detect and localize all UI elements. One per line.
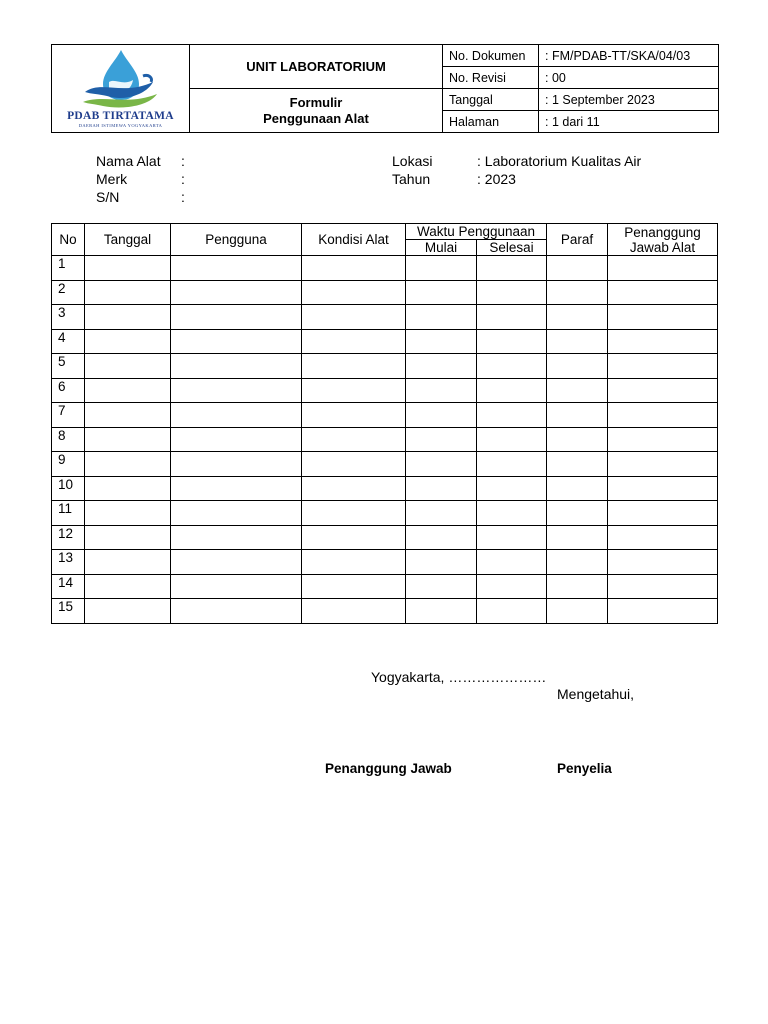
pengguna-cell[interactable] — [171, 574, 302, 599]
tanggal-cell[interactable] — [85, 403, 171, 428]
document-header — [51, 44, 719, 133]
paraf-cell[interactable] — [547, 403, 608, 428]
mulai-cell[interactable] — [406, 574, 477, 599]
selesai-cell[interactable] — [477, 550, 547, 575]
penanggung-jawab-cell[interactable] — [608, 501, 718, 526]
paraf-cell[interactable] — [547, 550, 608, 575]
meta-value: : FM/PDAB-TT/SKA/04/03 — [539, 45, 719, 67]
paraf-cell[interactable] — [547, 501, 608, 526]
mulai-cell[interactable] — [406, 452, 477, 477]
sn-colon: : — [181, 189, 185, 205]
paraf-cell[interactable] — [547, 280, 608, 305]
penanggung-jawab-cell[interactable] — [608, 525, 718, 550]
pengguna-cell[interactable] — [171, 305, 302, 330]
selesai-cell[interactable] — [477, 525, 547, 550]
paraf-cell[interactable] — [547, 476, 608, 501]
table-row — [52, 403, 718, 428]
table-row — [52, 599, 718, 624]
mulai-cell[interactable] — [406, 329, 477, 354]
penanggung-jawab-cell[interactable] — [608, 476, 718, 501]
selesai-cell[interactable] — [477, 378, 547, 403]
row-number: 7 — [52, 403, 85, 428]
table-row — [52, 305, 718, 330]
kondisi-cell[interactable] — [302, 476, 406, 501]
water-drop-wave-icon — [53, 46, 189, 110]
logo-tagline: DAERAH ISTIMEWA YOGYAKARTA — [78, 122, 163, 128]
tanggal-cell[interactable] — [85, 501, 171, 526]
pengguna-cell[interactable] — [171, 329, 302, 354]
meta-value: : 1 dari 11 — [539, 111, 719, 133]
mulai-cell[interactable] — [406, 525, 477, 550]
table-row — [52, 427, 718, 452]
table-row — [52, 329, 718, 354]
pengguna-cell[interactable] — [171, 280, 302, 305]
penanggung-jawab-cell[interactable] — [608, 354, 718, 379]
pengguna-cell[interactable] — [171, 354, 302, 379]
row-number: 8 — [52, 427, 85, 452]
mulai-cell[interactable] — [406, 427, 477, 452]
penanggung-jawab-cell[interactable] — [608, 452, 718, 477]
mulai-cell[interactable] — [406, 403, 477, 428]
table-row — [52, 501, 718, 526]
paraf-cell[interactable] — [547, 452, 608, 477]
selesai-cell[interactable] — [477, 476, 547, 501]
selesai-cell[interactable] — [477, 427, 547, 452]
paraf-cell[interactable] — [547, 305, 608, 330]
col-header-kondisi: Kondisi Alat — [302, 224, 406, 256]
table-row — [52, 280, 718, 305]
meta-value: : 1 September 2023 — [539, 89, 719, 111]
signature-penyelia: Penyelia — [557, 761, 612, 776]
tanggal-cell[interactable] — [85, 280, 171, 305]
row-number: 13 — [52, 550, 85, 575]
kondisi-cell[interactable] — [302, 525, 406, 550]
table-row — [52, 354, 718, 379]
kondisi-cell[interactable] — [302, 501, 406, 526]
paraf-cell[interactable] — [547, 525, 608, 550]
mulai-cell[interactable] — [406, 256, 477, 281]
penanggung-jawab-cell[interactable] — [608, 378, 718, 403]
form-title — [190, 89, 443, 133]
col-header-paraf: Paraf — [547, 224, 608, 256]
kondisi-cell[interactable] — [302, 574, 406, 599]
col-header-selesai: Selesai — [477, 240, 547, 256]
kondisi-cell[interactable] — [302, 599, 406, 624]
kondisi-cell[interactable] — [302, 427, 406, 452]
row-number: 1 — [52, 256, 85, 281]
pengguna-cell[interactable] — [171, 403, 302, 428]
col-header-penanggung-jawab — [608, 224, 718, 256]
selesai-cell[interactable] — [477, 599, 547, 624]
selesai-cell[interactable] — [477, 403, 547, 428]
lokasi-value: : Laboratorium Kualitas Air — [477, 153, 642, 169]
table-row — [52, 476, 718, 501]
selesai-cell[interactable] — [477, 280, 547, 305]
pengguna-cell[interactable] — [171, 427, 302, 452]
pengguna-cell[interactable] — [171, 525, 302, 550]
penanggung-jawab-cell[interactable] — [608, 403, 718, 428]
logo-cell — [52, 45, 190, 133]
row-number: 6 — [52, 378, 85, 403]
table-row — [52, 256, 718, 281]
paraf-cell[interactable] — [547, 574, 608, 599]
mulai-cell[interactable] — [406, 280, 477, 305]
paraf-cell[interactable] — [547, 427, 608, 452]
pj-line2: Jawab Alat — [629, 239, 696, 255]
kondisi-cell[interactable] — [302, 403, 406, 428]
table-row — [52, 574, 718, 599]
kondisi-cell[interactable] — [302, 550, 406, 575]
tanggal-cell[interactable] — [85, 476, 171, 501]
mulai-cell[interactable] — [406, 599, 477, 624]
unit-title: UNIT LABORATORIUM — [190, 45, 443, 89]
pengguna-cell[interactable] — [171, 452, 302, 477]
tanggal-cell[interactable] — [85, 378, 171, 403]
tanggal-cell[interactable] — [85, 452, 171, 477]
tanggal-cell[interactable] — [85, 574, 171, 599]
kondisi-cell[interactable] — [302, 305, 406, 330]
row-number: 15 — [52, 599, 85, 624]
kondisi-cell[interactable] — [302, 452, 406, 477]
mulai-cell[interactable] — [406, 354, 477, 379]
penanggung-jawab-cell[interactable] — [608, 599, 718, 624]
row-number: 4 — [52, 329, 85, 354]
kondisi-cell[interactable] — [302, 329, 406, 354]
usage-log-table — [51, 223, 718, 624]
row-number: 9 — [52, 452, 85, 477]
pdab-tirtatama-logo — [53, 46, 189, 132]
penanggung-jawab-cell[interactable] — [608, 550, 718, 575]
mulai-cell[interactable] — [406, 378, 477, 403]
tanggal-cell[interactable] — [85, 329, 171, 354]
table-row — [52, 452, 718, 477]
pengguna-cell[interactable] — [171, 378, 302, 403]
merk-colon: : — [181, 171, 185, 187]
row-number: 3 — [52, 305, 85, 330]
col-header-mulai: Mulai — [406, 240, 477, 256]
row-number: 11 — [52, 501, 85, 526]
penanggung-jawab-cell[interactable] — [608, 280, 718, 305]
tanggal-cell[interactable] — [85, 305, 171, 330]
selesai-cell[interactable] — [477, 305, 547, 330]
table-row — [52, 378, 718, 403]
tahun-value: : 2023 — [477, 171, 516, 187]
selesai-cell[interactable] — [477, 501, 547, 526]
pengguna-cell[interactable] — [171, 550, 302, 575]
paraf-cell[interactable] — [547, 599, 608, 624]
selesai-cell[interactable] — [477, 452, 547, 477]
tanggal-cell[interactable] — [85, 525, 171, 550]
merk-label: Merk — [96, 171, 128, 187]
form-title-line1: Formulir — [289, 94, 343, 110]
acknowledged-label: Mengetahui, — [557, 686, 635, 702]
meta-label: Halaman — [443, 111, 539, 133]
usage-log-rows — [52, 256, 718, 624]
selesai-cell[interactable] — [477, 329, 547, 354]
penanggung-jawab-cell[interactable] — [608, 427, 718, 452]
selesai-cell[interactable] — [477, 574, 547, 599]
penanggung-jawab-cell[interactable] — [608, 305, 718, 330]
paraf-cell[interactable] — [547, 256, 608, 281]
sn-label: S/N — [96, 189, 120, 205]
row-number: 5 — [52, 354, 85, 379]
row-number: 12 — [52, 525, 85, 550]
row-number: 10 — [52, 476, 85, 501]
penanggung-jawab-cell[interactable] — [608, 256, 718, 281]
logo-name: PDAB TIRTATAMA — [67, 109, 174, 122]
paraf-cell[interactable] — [547, 378, 608, 403]
row-number: 2 — [52, 280, 85, 305]
col-header-tanggal: Tanggal — [85, 224, 171, 256]
tanggal-cell[interactable] — [85, 599, 171, 624]
kondisi-cell[interactable] — [302, 354, 406, 379]
pengguna-cell[interactable] — [171, 599, 302, 624]
col-header-no: No — [52, 224, 85, 256]
tanggal-cell[interactable] — [85, 550, 171, 575]
tanggal-cell[interactable] — [85, 427, 171, 452]
kondisi-cell[interactable] — [302, 256, 406, 281]
pengguna-cell[interactable] — [171, 476, 302, 501]
table-row — [52, 550, 718, 575]
mulai-cell[interactable] — [406, 550, 477, 575]
mulai-cell[interactable] — [406, 476, 477, 501]
paraf-cell[interactable] — [547, 329, 608, 354]
row-number: 14 — [52, 574, 85, 599]
meta-label: Tanggal — [443, 89, 539, 111]
col-header-waktu: Waktu Penggunaan — [406, 224, 547, 240]
table-row — [52, 525, 718, 550]
tanggal-cell[interactable] — [85, 256, 171, 281]
mulai-cell[interactable] — [406, 305, 477, 330]
penanggung-jawab-cell[interactable] — [608, 574, 718, 599]
signature-penanggung-jawab: Penanggung Jawab — [325, 761, 452, 776]
mulai-cell[interactable] — [406, 501, 477, 526]
col-header-pengguna: Pengguna — [171, 224, 302, 256]
selesai-cell[interactable] — [477, 256, 547, 281]
kondisi-cell[interactable] — [302, 280, 406, 305]
paraf-cell[interactable] — [547, 354, 608, 379]
pj-line1: Penanggung — [624, 224, 701, 240]
tanggal-cell[interactable] — [85, 354, 171, 379]
place-date: Yogyakarta, ………………… — [371, 669, 547, 685]
meta-label: No. Revisi — [443, 67, 539, 89]
selesai-cell[interactable] — [477, 354, 547, 379]
nama-alat-colon: : — [181, 153, 185, 169]
meta-value: : 00 — [539, 67, 719, 89]
pengguna-cell[interactable] — [171, 256, 302, 281]
meta-label: No. Dokumen — [443, 45, 539, 67]
nama-alat-label: Nama Alat — [96, 153, 161, 169]
form-title-line2: Penggunaan Alat — [263, 110, 369, 126]
penanggung-jawab-cell[interactable] — [608, 329, 718, 354]
lokasi-label: Lokasi — [392, 153, 433, 169]
kondisi-cell[interactable] — [302, 378, 406, 403]
pengguna-cell[interactable] — [171, 501, 302, 526]
tahun-label: Tahun — [392, 171, 431, 187]
